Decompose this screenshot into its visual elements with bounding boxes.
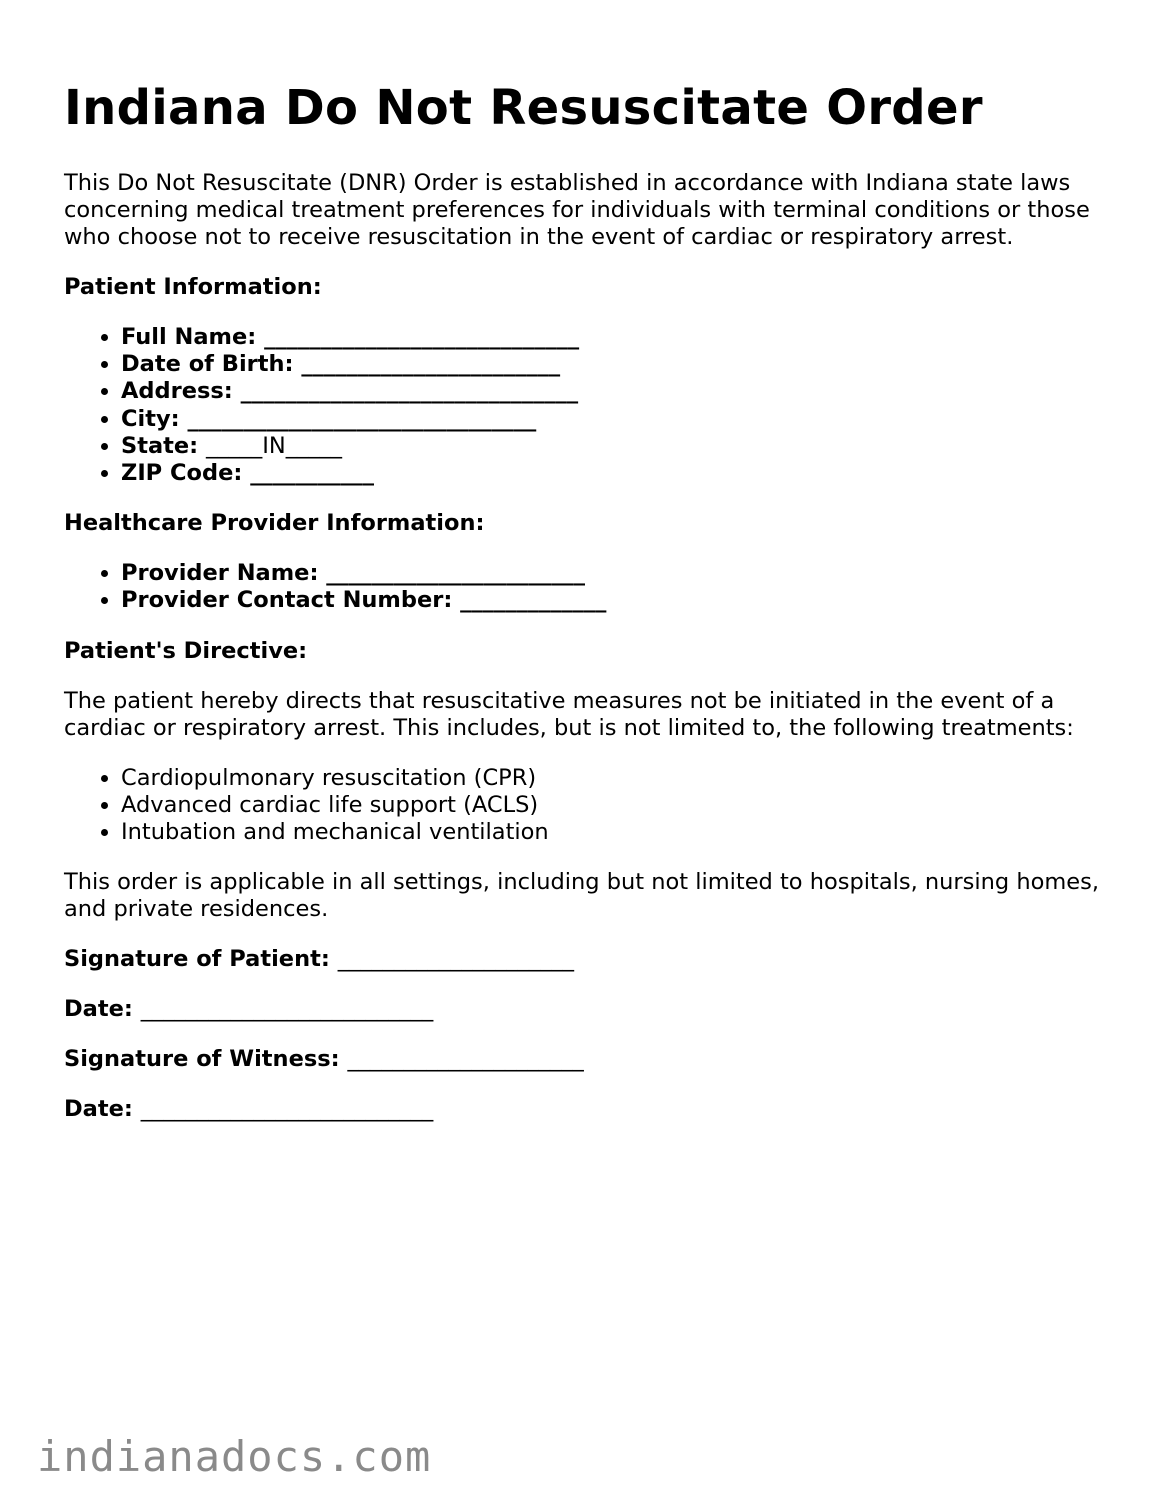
- list-item: [121, 433, 1124, 460]
- patient-date-blank[interactable]: __________________________: [140, 996, 434, 1023]
- directive-paragraph: The patient hereby directs that resuscitative measures not be initiated in the event of a cardiac or respiratory arrest. This includes, but is not limited to, the following treatments:: [64, 687, 1074, 741]
- witness-signature-blank[interactable]: _____________________: [347, 1046, 584, 1073]
- date-label: Date:: [64, 996, 133, 1023]
- field-label-state: State:: [121, 432, 199, 459]
- provider-info-heading: Healthcare Provider Information:: [64, 510, 485, 537]
- signature-label: Signature of Witness:: [64, 1046, 340, 1073]
- list-item: • Cardiopulmonary resuscitation (CPR): [121, 765, 1124, 792]
- list-item: [121, 560, 1124, 587]
- watermark: indianadocs.com: [37, 1432, 432, 1481]
- list-item: • Intubation and mechanical ventilation: [121, 819, 1124, 846]
- signature-label: Signature of Patient:: [64, 946, 330, 973]
- directive-heading: Patient's Directive:: [64, 637, 308, 664]
- field-label-provider-contact: Provider Contact Number:: [121, 587, 453, 614]
- field-label-address: Address:: [121, 378, 233, 405]
- witness-date-line: [64, 1096, 1124, 1123]
- address-blank[interactable]: ______________________________: [240, 378, 579, 405]
- list-item: [121, 351, 1124, 378]
- patient-info-heading: Patient Information:: [64, 274, 322, 300]
- patient-signature-blank[interactable]: _____________________: [337, 946, 574, 973]
- witness-signature-line: [64, 1046, 1124, 1073]
- provider-contact-blank[interactable]: _____________: [460, 587, 607, 614]
- provider-info-list: [64, 560, 1124, 614]
- field-label-zip-code: ZIP Code:: [121, 460, 243, 487]
- list-item: [121, 460, 1124, 487]
- city-blank[interactable]: _______________________________: [187, 405, 537, 432]
- patient-date-line: [64, 996, 1124, 1023]
- provider-name-blank[interactable]: _______________________: [326, 560, 586, 587]
- date-of-birth-blank[interactable]: _______________________: [301, 351, 561, 378]
- list-item: [121, 324, 1124, 351]
- document-page: [64, 76, 1124, 1146]
- full-name-blank[interactable]: ____________________________: [264, 324, 580, 350]
- witness-date-blank[interactable]: __________________________: [140, 1096, 434, 1123]
- applicability-paragraph: This order is applicable in all settings, including but not limited to hospitals, nursing homes, and private residences.: [64, 869, 1099, 923]
- field-label-city: City:: [121, 405, 180, 432]
- list-item: • Advanced cardiac life support (ACLS): [121, 792, 1124, 819]
- list-item: [121, 378, 1124, 405]
- intro-paragraph: This Do Not Resuscitate (DNR) Order is established in accordance with Indiana state laws concerning medical treatment preferences for individuals with terminal conditions or those who choose not to receive resuscitation in the event of cardiac or respiratory arrest.: [64, 170, 1090, 250]
- patient-info-list: [64, 324, 1124, 487]
- document-title: Indiana Do Not Resuscitate Order: [64, 80, 983, 136]
- state-blank[interactable]: _____IN_____: [206, 432, 342, 459]
- patient-signature-line: [64, 946, 1124, 973]
- field-label-provider-name: Provider Name:: [121, 560, 319, 587]
- list-item: [121, 406, 1124, 433]
- field-label-full-name: Full Name:: [121, 324, 257, 350]
- list-item: [121, 587, 1124, 614]
- zip-code-blank[interactable]: ___________: [250, 460, 374, 487]
- treatments-list: [64, 765, 1124, 847]
- field-label-date-of-birth: Date of Birth:: [121, 351, 294, 378]
- date-label: Date:: [64, 1096, 133, 1123]
